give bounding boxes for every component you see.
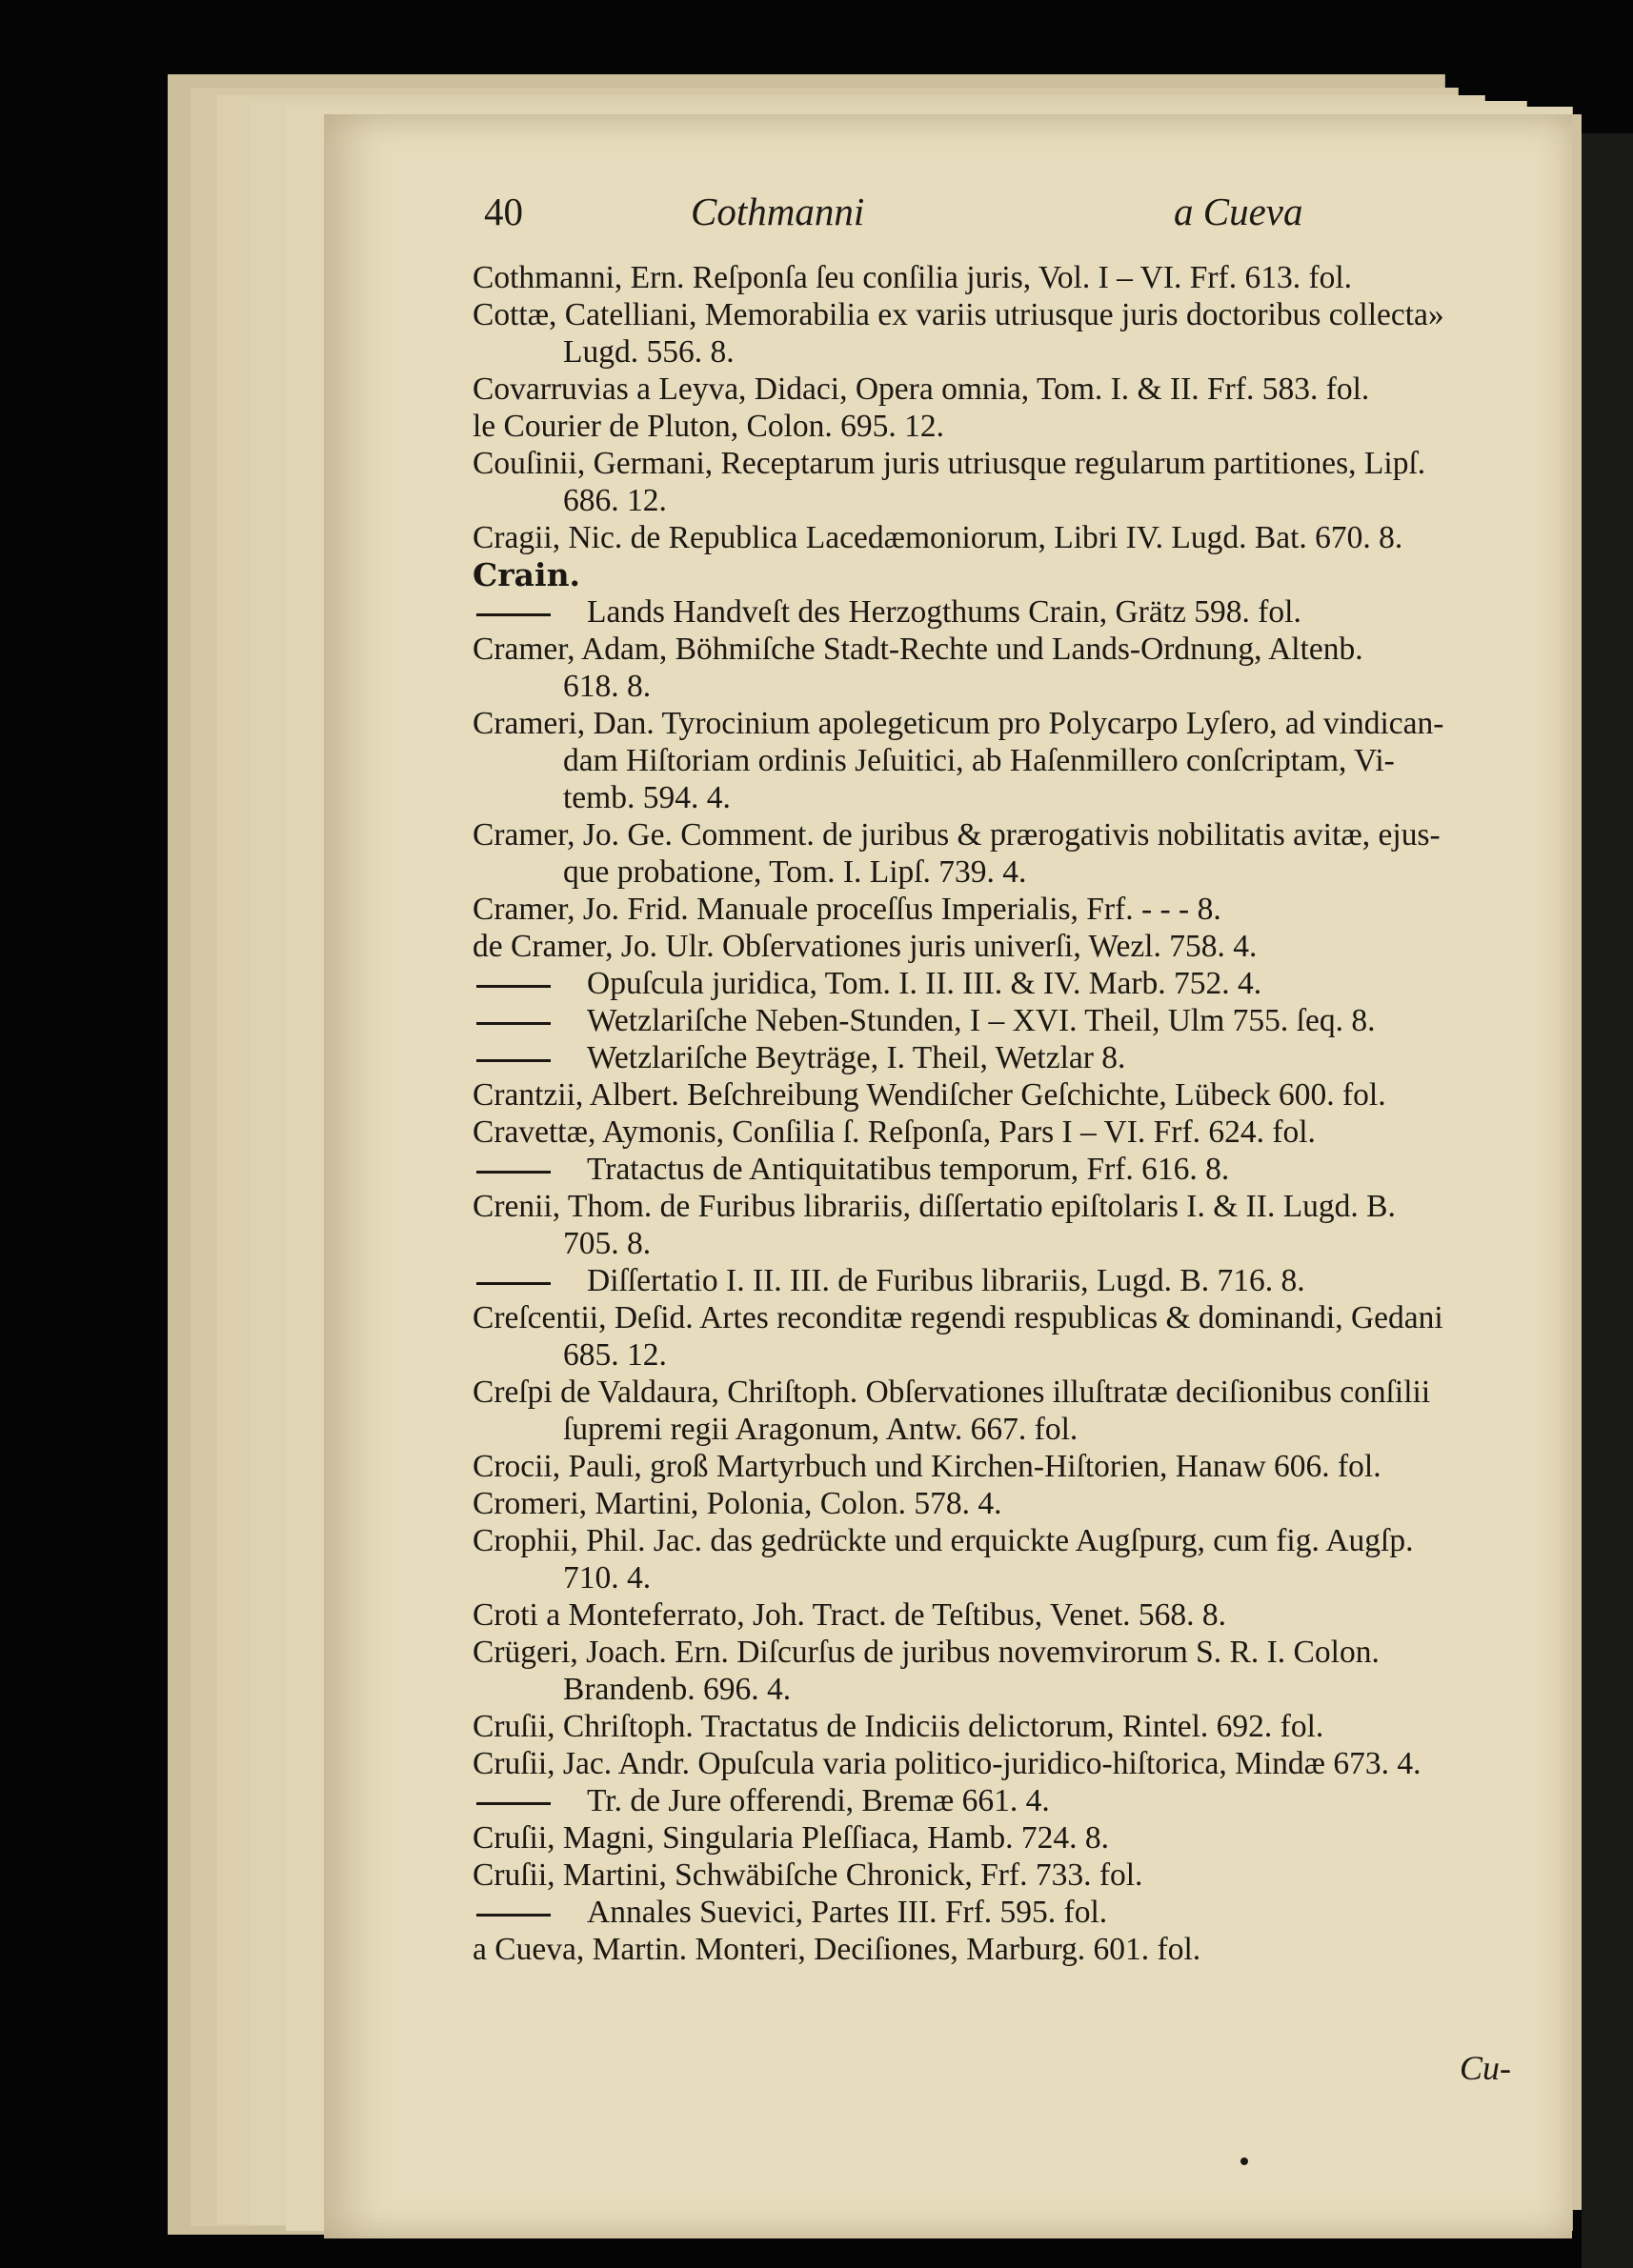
entry-line: Tr. de Jure offerendi, Bremæ 661. 4. — [473, 1782, 1511, 1819]
ditto-rule — [476, 1022, 551, 1025]
entry-line: Lands Handveſt des Herzogthums Crain, Grätz 598. fol. — [473, 593, 1511, 631]
entry-line: Creſcentii, Deſid. Artes reconditæ regendi respublicas & dominandi, Gedani — [473, 1300, 1443, 1335]
entry-line: Cruſii, Jac. Andr. Opuſcula varia politico-juridico-hiſtorica, Mindæ 673. 4. — [473, 1746, 1421, 1781]
page-number: 40 — [484, 190, 523, 233]
entry — [473, 965, 1511, 1002]
facing-page-edge — [1572, 114, 1582, 2210]
entry-line: Crenii, Thom. de Furibus librariis, diſſertatio epiſtolaris I. & II. Lugd. B. — [473, 1189, 1396, 1224]
ditto-rule — [476, 1171, 551, 1174]
ditto-rule — [476, 1802, 551, 1805]
entry-continuation: temb. 594. 4. — [563, 780, 731, 815]
entry-line: Opuſcula juridica, Tom. I. II. III. & IV. Marb. 752. 4. — [473, 965, 1511, 1002]
entry-line: Creſpi de Valdaura, Chriſtoph. Obſervationes illuſtratæ deciſionibus conſilii — [473, 1375, 1431, 1410]
entry-continuation: 618. 8. — [563, 669, 652, 704]
entry — [473, 1782, 1511, 1819]
entry-continuation: 685. 12. — [563, 1337, 667, 1373]
entry — [473, 1931, 1511, 1968]
entry-continuation: 705. 8. — [563, 1226, 652, 1261]
entry-line: Cruſii, Magni, Singularia Pleſſiaca, Hamb. 724. 8. — [473, 1820, 1110, 1856]
entry-line: Tratactus de Antiquitatibus temporum, Frf. 616. 8. — [473, 1151, 1511, 1188]
entry — [473, 1894, 1511, 1931]
entry-continuation: 686. 12. — [563, 483, 667, 518]
entry — [473, 1485, 1511, 1522]
entry-continuation: 710. 4. — [563, 1560, 652, 1596]
ditto-rule — [476, 1282, 551, 1285]
entry-continuation: ſupremi regii Aragonum, Antw. 667. fol. — [563, 1412, 1079, 1447]
entry-line: Wetzlariſche Beyträge, I. Theil, Wetzlar 8. — [473, 1039, 1511, 1076]
ditto-rule — [476, 985, 551, 988]
entry — [473, 1076, 1511, 1114]
entry — [473, 1448, 1511, 1485]
entry-line: a Cueva, Martin. Monteri, Deciſiones, Marburg. 601. fol. — [473, 1932, 1201, 1967]
entry-line: Cothmanni, Ern. Reſponſa ſeu conſilia juris, Vol. I – VI. Frf. 613. fol. — [473, 260, 1353, 295]
entry-line: Cromeri, Martini, Polonia, Colon. 578. 4. — [473, 1486, 1002, 1521]
entry — [473, 891, 1511, 928]
entry — [473, 259, 1511, 296]
entry-line: Cragii, Nic. de Republica Lacedæmoniorum, Libri IV. Lugd. Bat. 670. 8. — [473, 520, 1403, 555]
entry-line: Croti a Monteferrato, Joh. Tract. de Teſtibus, Venet. 568. 8. — [473, 1597, 1227, 1633]
entry — [473, 928, 1511, 965]
entry — [473, 371, 1511, 408]
entry-line: Crophii, Phil. Jac. das gedrückte und erquickte Augſpurg, cum fig. Augſp. — [473, 1523, 1414, 1558]
running-head-left: Cothmanni — [691, 190, 865, 233]
entry-line: Crameri, Dan. Tyrocinium apolegeticum pro Polycarpo Lyſero, ad vindican- — [473, 706, 1444, 741]
entry-continuation: Brandenb. 696. 4. — [563, 1672, 792, 1707]
entry — [473, 1151, 1511, 1188]
entry — [473, 1819, 1511, 1857]
entry — [473, 1708, 1511, 1745]
entry-continuation: Lugd. 556. 8. — [563, 334, 735, 370]
entry-line: Cottæ, Catelliani, Memorabilia ex variis utriusque juris doctoribus collecta» — [473, 297, 1444, 332]
entry-line: de Cramer, Jo. Ulr. Obſervationes juris univerſi, Wezl. 758. 4. — [473, 929, 1258, 964]
entry — [473, 1114, 1511, 1151]
entry — [473, 705, 1511, 816]
entry — [473, 1262, 1511, 1299]
entry-line: le Courier de Pluton, Colon. 695. 12. — [473, 409, 945, 444]
entry-line: Diſſertatio I. II. III. de Furibus librariis, Lugd. B. 716. 8. — [473, 1262, 1511, 1299]
entry-continuation: que probatione, Tom. I. Lipſ. 739. 4. — [563, 854, 1027, 890]
ditto-rule — [476, 613, 551, 616]
catchword: Cu- — [1460, 2049, 1511, 2087]
entry-continuation: dam Hiſtoriam ordinis Jeſuitici, ab Haſenmillero conſcriptam, Vi- — [563, 743, 1395, 778]
entry-line: Cramer, Jo. Ge. Comment. de juribus & prærogativis nobilitatis avitæ, ejus- — [473, 817, 1441, 853]
entry-line: Crügeri, Joach. Ern. Diſcurſus de juribus novemvirorum S. R. I. Colon. — [473, 1635, 1380, 1670]
entry — [473, 631, 1511, 705]
bibliography-list — [473, 259, 1511, 1968]
entry — [473, 408, 1511, 445]
entry-line: Cruſii, Chriſtoph. Tractatus de Indiciis delictorum, Rintel. 692. fol. — [473, 1709, 1324, 1744]
entry — [473, 556, 1511, 593]
running-head-right: a Cueva — [1174, 190, 1303, 233]
entry — [473, 1188, 1511, 1262]
entry — [473, 1299, 1511, 1374]
ditto-rule — [476, 1059, 551, 1062]
entry — [473, 1745, 1511, 1782]
entry-line: Cruſii, Martini, Schwäbiſche Chronick, Frf. 733. fol. — [473, 1857, 1143, 1893]
entry-line: Crocii, Pauli, groß Martyrbuch und Kirchen-Hiſtorien, Hanaw 606. fol. — [473, 1449, 1381, 1484]
entry — [473, 1002, 1511, 1039]
entry — [473, 1634, 1511, 1708]
entry-line: Wetzlariſche Neben-Stunden, I – XVI. Theil, Ulm 755. ſeq. 8. — [473, 1002, 1511, 1039]
ink-spot — [1240, 2158, 1248, 2165]
entry — [473, 1374, 1511, 1448]
entry-line: Covarruvias a Leyva, Didaci, Opera omnia, Tom. I. & II. Frf. 583. fol. — [473, 371, 1370, 407]
entry — [473, 519, 1511, 556]
entry-line: Cramer, Adam, Böhmiſche Stadt-Rechte und Lands-Ordnung, Altenb. — [473, 632, 1363, 667]
entry-line: Crain. — [473, 556, 581, 593]
entry-line: Couſinii, Germani, Receptarum juris utriusque regularum partitiones, Lipſ. — [473, 446, 1426, 481]
entry — [473, 1857, 1511, 1894]
entry-line: Annales Suevici, Partes III. Frf. 595. fol. — [473, 1894, 1511, 1931]
entry-line: Cravettæ, Aymonis, Conſilia ſ. Reſponſa, Pars I – VI. Frf. 624. fol. — [473, 1114, 1316, 1150]
entry — [473, 593, 1511, 631]
entry-line: Cramer, Jo. Frid. Manuale proceſſus Imperialis, Frf. - - - 8. — [473, 892, 1221, 927]
entry-line: Crantzii, Albert. Beſchreibung Wendiſcher Geſchichte, Lübeck 600. fol. — [473, 1077, 1386, 1113]
background-gap — [1582, 133, 1633, 2268]
entry — [473, 296, 1511, 371]
ditto-rule — [476, 1914, 551, 1917]
entry — [473, 1522, 1511, 1596]
entry — [473, 1596, 1511, 1634]
entry — [473, 1039, 1511, 1076]
entry — [473, 816, 1511, 891]
entry — [473, 445, 1511, 519]
